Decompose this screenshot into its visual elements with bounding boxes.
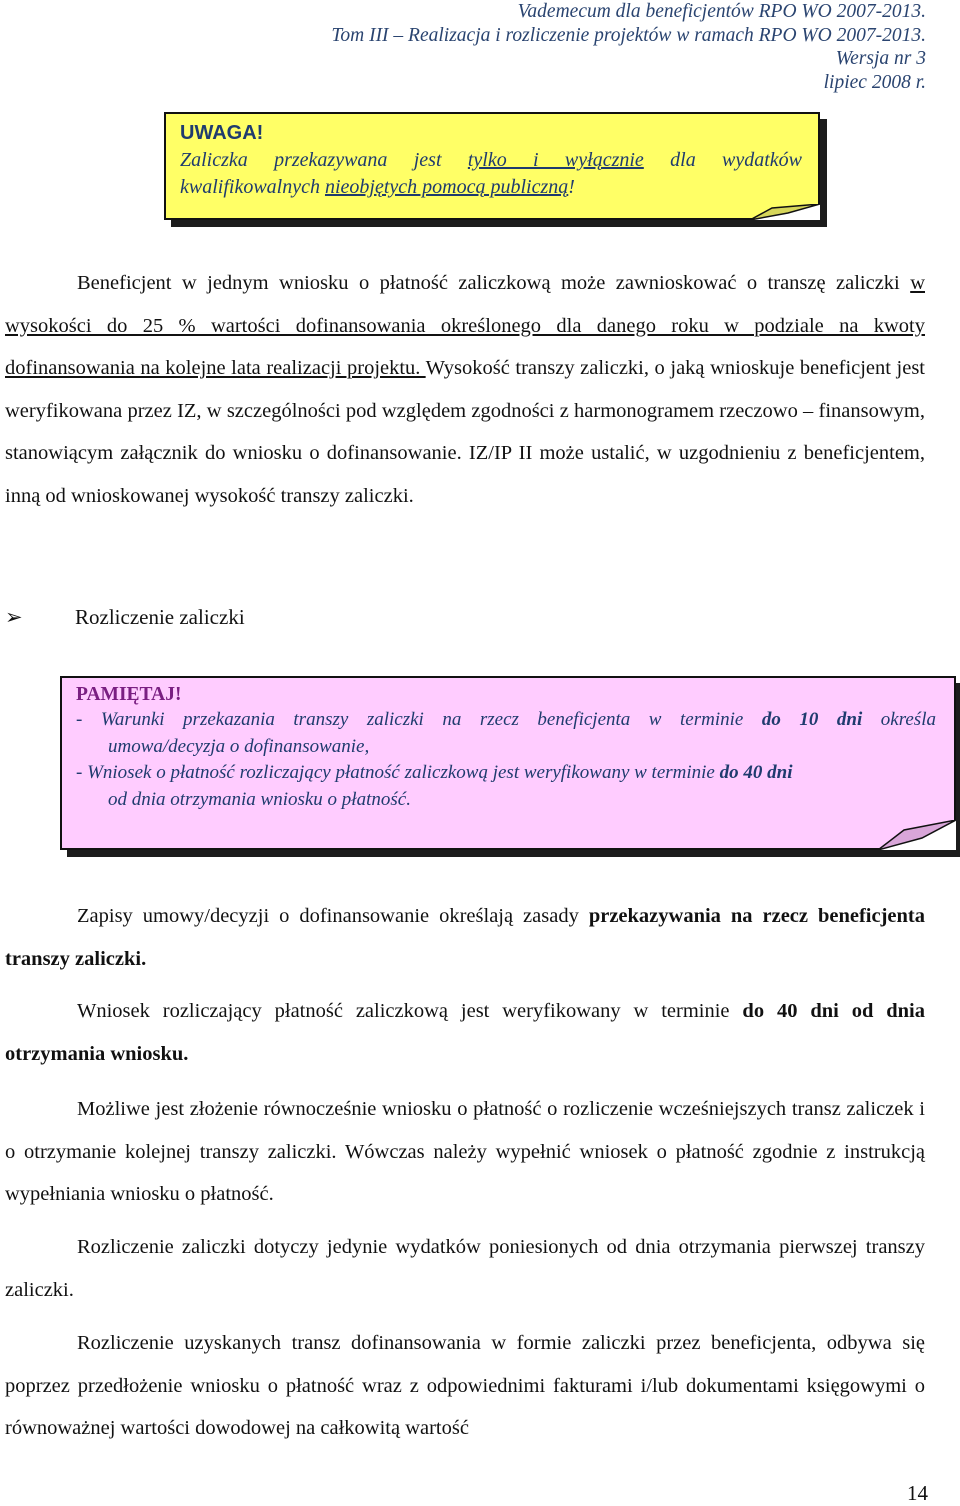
paragraph-eligible-expenses: Rozliczenie zaliczki dotyczy jedynie wydatków poniesionych od dnia otrzymania pierwszej transzy zaliczki. [5, 1236, 925, 1301]
header-line-volume: Tom III – Realizacja i rozliczenie projektów w ramach RPO WO 2007-2013. [331, 24, 926, 46]
remember-note [60, 676, 956, 850]
paragraph-agreement-rules: Zapisy umowy/decyzji o dofinansowanie określają zasady przekazywania na rzecz beneficjenta transzy zaliczki. [5, 905, 925, 970]
remember-item-2: - Wniosek o płatność rozliczający płatność zaliczkową jest weryfikowany w terminie do 40 dni od dnia otrzymania wniosku o płatność. [76, 762, 793, 810]
warning-note [164, 112, 820, 220]
remember-item-1: - Warunki przekazania transzy zaliczki na rzecz beneficjenta w terminie do 10 dni określa umowa/decyzja o dofinansowanie, [76, 709, 936, 757]
document-header [331, 0, 926, 94]
folded-corner-icon [750, 204, 820, 220]
warning-line-1: Zaliczka przekazywana jest tylko i wyłącznie dla wydatków [180, 149, 803, 171]
arrow-bullet-icon: ➢ [5, 605, 23, 629]
header-line-date: lipiec 2008 r. [823, 71, 926, 93]
paragraph-verification-term: Wniosek rozliczający płatność zaliczkową jest weryfikowany w terminie do 40 dni od dnia otrzymania wniosku. [5, 1000, 925, 1065]
section-title: Rozliczenie zaliczki [75, 605, 245, 629]
remember-title: PAMIĘTAJ! [76, 684, 182, 705]
header-line-version: Wersja nr 3 [835, 48, 926, 69]
paragraph-advance-request: Beneficjent w jednym wniosku o płatność zaliczkową może zawnioskować o transzę zaliczki w wysokości do 25 % wartości dofinansowania określonego dla danego roku w podziale na kwoty dofinansowania na kolejne lata realizacji projektu. Wysokość transzy zaliczki, o jaką wnioskuje beneficjent jest weryfikowana przez IZ, w szczególności pod względem zgodności z harmonogramem rzeczowo – finansowym, stanowiącym załącznik do wniosku o dofinansowanie. IZ/IP II może ustalić, w uzgodnieniu z beneficjentem, inną od wnioskowanej wysokość transzy zaliczki. [5, 272, 926, 507]
page-number: 14 [907, 1481, 928, 1505]
warning-title: UWAGA! [180, 122, 264, 144]
section-heading [5, 596, 245, 638]
warning-line-2: kwalifikowalnych nieobjętych pomocą publiczną! [180, 176, 575, 198]
folded-corner-icon [878, 820, 956, 850]
paragraph-simultaneous-request: Możliwe jest złożenie równocześnie wniosku o płatność o rozliczenie wcześniejszych transz zaliczek i o otrzymanie kolejnej transzy zaliczki. Wówczas należy wypełnić wniosek o płatność zgodnie z instrukcją wypełniania wniosku o płatność. [5, 1098, 925, 1205]
paragraph-settlement: Rozliczenie uzyskanych transz dofinansowania w formie zaliczki przez beneficjenta, odbywa się poprzez przedłożenie wniosku o płatność wraz z odpowiednimi fakturami i/lub dokumentami księgowymi o równoważnej wartości dowodowej na całkowitą wartość [5, 1332, 925, 1439]
header-line-title: Vademecum dla beneficjentów RPO WO 2007-2013. [517, 1, 926, 22]
